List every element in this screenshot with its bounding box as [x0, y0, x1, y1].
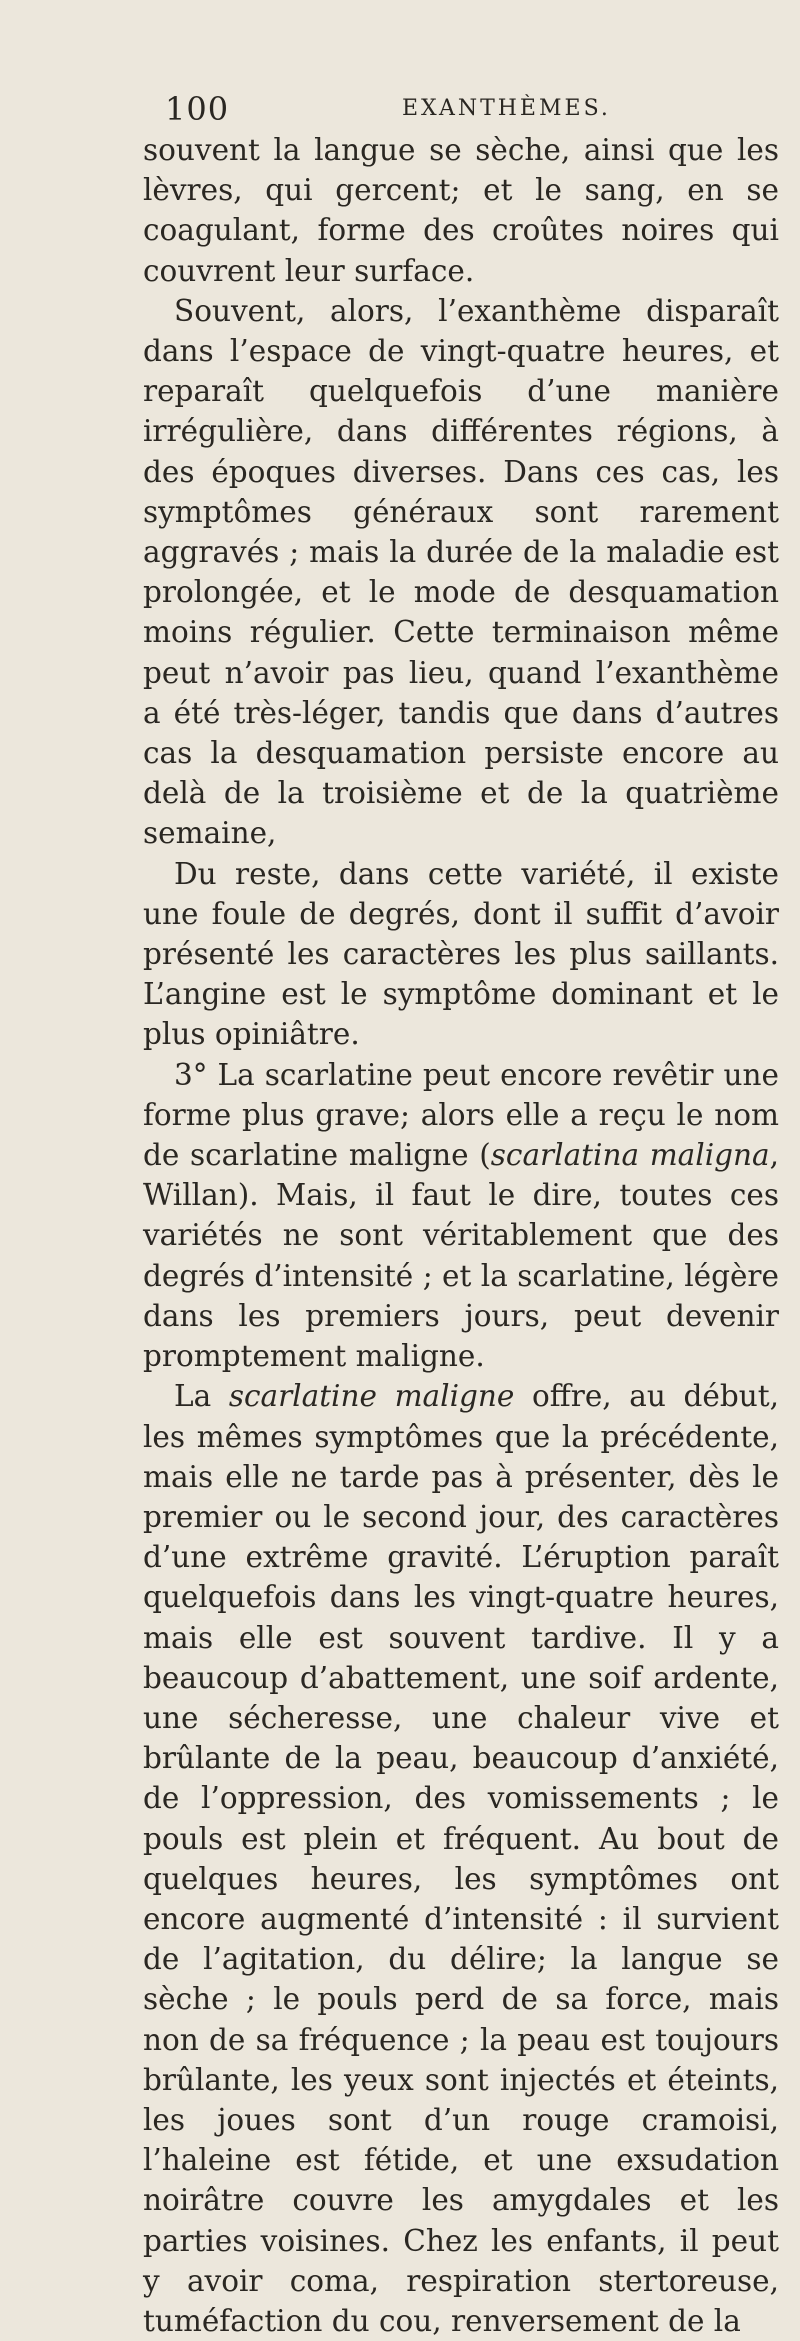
paragraph-3: Du reste, dans cette variété, il existe une foule de degrés, dont il suffit d’avoir présenté les caractères les plus saillants. L’angine est le symptôme dominant et le plus opiniâtre. — [143, 856, 779, 1052]
running-title: EXANTHÈMES. — [402, 96, 611, 121]
latin-term: scarlatina maligna — [490, 1138, 770, 1173]
disease-term: scarlatine maligne — [228, 1379, 515, 1414]
paragraph-1: souvent la langue se sèche, ainsi que les lèvres, qui gercent; et le sang, en se coagulant, forme des croûtes noires qui couvrent leur surface. — [143, 133, 779, 288]
paragraph-2: Souvent, alors, l’exanthème disparaît dans l’espace de vingt-quatre heures, et reparaît quelquefois d’une manière irrégulière, dans différentes régions, à des époques diverses. Dans ces cas, les symptômes généraux sont rarement aggravés ; mais la durée de la maladie est prolongée, et le mode de desquamation moins régulier. Cette terminaison même peut n’avoir pas lieu, quand l’exanthème a été très-léger, tandis que dans d’autres cas la desquamation persiste encore au delà de la troisième et de la quatrième semaine, — [143, 293, 779, 851]
paragraph-4-end: , Willan). Mais, il faut le dire, toutes ces variétés ne sont véritablement que des degrés d’intensité ; et la scarlatine, légère dans les premiers jours, peut devenir promptement maligne. — [143, 1138, 780, 1374]
page-number: 100 — [165, 90, 230, 128]
paragraph-5 — [143, 1376, 779, 2341]
paragraph-5-start: La — [174, 1379, 229, 1414]
paragraph-4 — [143, 1055, 779, 1377]
paragraph-5-end: offre, au début, les mêmes symptômes que la précédente, mais elle ne tarde pas à présenter, dès le premier ou le second jour, des caractères d’une extrême gravité. L’éruption paraît quelquefois dans les vingt-quatre heures, mais elle est souvent tardive. Il y a beaucoup d’abattement, une soif ardente, une sécheresse, une chaleur vive et brûlante de la peau, beaucoup d’anxiété, de l’oppression, des vomissements ; le pouls est plein et fréquent. Au bout de quelques heures, les symptômes ont encore augmenté d’intensité : il survient de l’agitation, du délire; la langue se sèche ; le pouls perd de sa force, mais non de sa fréquence ; la peau est toujours brûlante, les yeux sont injectés et éteints, les joues sont d’un rouge cramoisi, l’haleine est fétide, et une exsudation noirâtre couvre les amygdales et les parties voisines. Chez les enfants, il peut y avoir coma, respiration stertoreuse, tuméfaction du cou, renversement de la — [143, 1379, 779, 2338]
paragraph-4-start: 3° La scarlatine peut encore revêtir une forme plus grave; alors elle a reçu le nom de scarlatine maligne ( — [143, 1057, 779, 1173]
body-text — [143, 130, 779, 2341]
page-header — [140, 90, 740, 130]
